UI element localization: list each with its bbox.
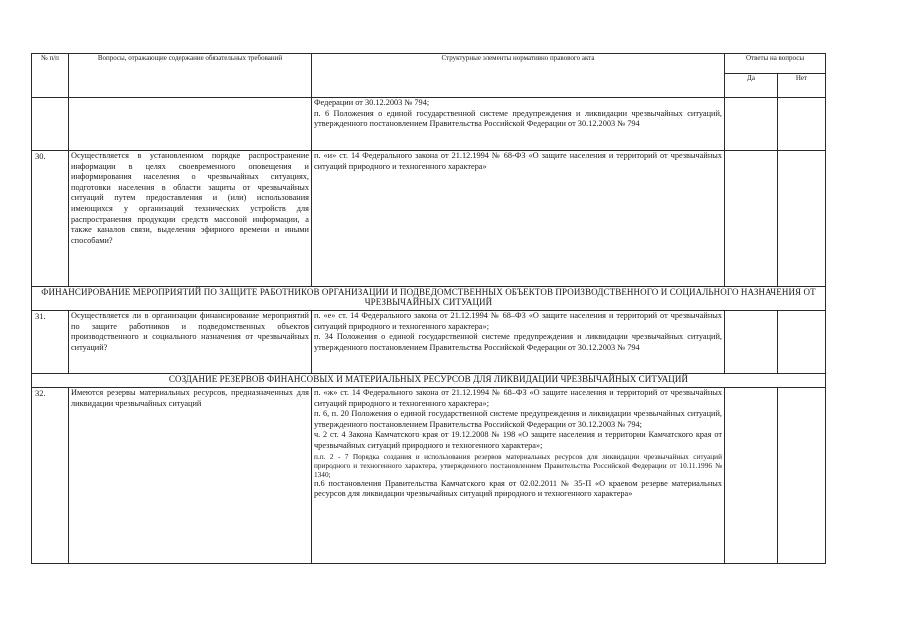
header-num: № п/п xyxy=(32,54,69,98)
answer-no-cell[interactable] xyxy=(778,311,826,374)
question-text: Имеются резервы материальных ресурсов, предназначенных для ликвидации чрезвычайных ситуаций xyxy=(69,388,312,564)
act-elements: п. «и» ст. 14 Федерального закона от 21.12.1994 № 68-ФЗ «О защите населения и территорий от чрезвычайных ситуаций природного и техногенного характера» xyxy=(312,151,725,287)
act-elements xyxy=(312,388,725,564)
answer-no-cell[interactable] xyxy=(778,151,826,287)
answer-yes-cell[interactable] xyxy=(725,151,778,287)
act-element: п. 34 Положения о единой государственной системе предупреждения и ликвидации чрезвычайных ситуаций, утвержденного постановлением Правительства Российской Федерации от 30.12.2003 № 794 xyxy=(314,332,722,352)
row-number: 32. xyxy=(32,388,69,564)
row-number: 30. xyxy=(32,151,69,287)
question-text: Осуществляется ли в организации финансирование мероприятий по защите работников и подведомственных объектов производственного и социального назначения от чрезвычайных ситуаций? xyxy=(69,311,312,374)
header-answers: Ответы на вопросы xyxy=(725,54,826,74)
section-heading-financing xyxy=(32,287,826,311)
header-elements: Структурные элементы нормативно правового акта xyxy=(312,54,725,98)
continuation-line: Федерации от 30.12.2003 № 794; xyxy=(314,98,430,107)
act-elements xyxy=(312,311,725,374)
continuation-line: п. 6 Положения о единой государственной системе предупреждения и ликвидации чрезвычайных ситуаций, утвержденного постановлением Правительства Российской Федерации от 30.12.2003 № 794 xyxy=(314,108,722,129)
answer-yes-cell[interactable] xyxy=(725,388,778,564)
act-element: ч. 2 ст. 4 Закона Камчатского края от 19.12.2008 № 198 «О защите населения и территории Камчатского края от чрезвычайных ситуаций природного и техногенного характера»; xyxy=(314,430,722,450)
answer-yes-cell[interactable] xyxy=(725,311,778,374)
table-row-continuation xyxy=(32,98,826,151)
table-row-32 xyxy=(32,388,826,564)
act-element: п.п. 2 - 7 Порядка создания и использования резервов материальных ресурсов для ликвидации чрезвычайных ситуаций природного и техногенного характера, утвержденного постановлением Правительства Российской Федерации от 10.11.1996 № 1340; xyxy=(314,451,722,479)
table-row-31 xyxy=(32,311,826,374)
table-header-row xyxy=(32,54,826,74)
act-element: п. 6, п. 20 Положения о единой государственной системе предупреждения и ликвидации чрезвычайных ситуаций, утвержденного постановлением Правительства Российской Федерации от 30.12.2003 № 794; xyxy=(314,409,722,429)
act-element: п. «ж» ст. 14 Федерального закона от 21.12.1994 № 68–ФЗ «О защите населения и территорий от чрезвычайных ситуаций природного и техногенного характера»; xyxy=(314,388,722,408)
table-row-30 xyxy=(32,151,826,287)
act-element: п. «е» ст. 14 Федерального закона от 21.12.1994 № 68–ФЗ «О защите населения и территорий от чрезвычайных ситуаций природного и техногенного характера»; xyxy=(314,311,722,331)
requirements-table xyxy=(31,53,826,564)
answer-yes-cell[interactable] xyxy=(725,98,778,151)
header-questions: Вопросы, отражающие содержание обязательных требований xyxy=(69,54,312,98)
answer-no-cell[interactable] xyxy=(778,98,826,151)
row-number: 31. xyxy=(32,311,69,374)
section-title: СОЗДАНИЕ РЕЗЕРВОВ ФИНАНСОВЫХ И МАТЕРИАЛЬНЫХ РЕСУРСОВ ДЛЯ ЛИКВИДАЦИИ ЧРЕЗВЫЧАЙНЫХ СИТУАЦИЙ xyxy=(32,374,826,388)
act-element: п.6 постановления Правительства Камчатского края от 02.02.2011 № 35-П «О краевом резерве материальных ресурсов для ликвидации чрезвычайных ситуаций природного и техногенного характера» xyxy=(314,478,722,499)
section-title: ФИНАНСИРОВАНИЕ МЕРОПРИЯТИЙ ПО ЗАЩИТЕ РАБОТНИКОВ ОРГАНИЗАЦИИ И ПОДВЕДОМСТВЕННЫХ ОБЪЕКТОВ ПРОИЗВОДСТВЕННОГО И СОЦИАЛЬНОГО НАЗНАЧЕНИЯ ОТ ЧРЕЗВЫЧАЙНЫХ СИТУАЦИЙ xyxy=(32,287,826,311)
header-no: Нет xyxy=(778,74,826,98)
header-yes: Да xyxy=(725,74,778,98)
question-text: Осуществляется в установленном порядке распространение информации в целях своевременного оповещения и информирования населения о чрезвычайных ситуациях, подготовки населения в области защиты от чрезвычайных ситуаций путем предоставления и (или) использования имеющихся у организаций технических устройств для распространения продукции средств массовой информации, а также каналов связи, выделения эфирного времени и иными способами? xyxy=(69,151,312,287)
answer-no-cell[interactable] xyxy=(778,388,826,564)
continuation-elements xyxy=(312,98,725,151)
section-heading-reserves xyxy=(32,374,826,388)
